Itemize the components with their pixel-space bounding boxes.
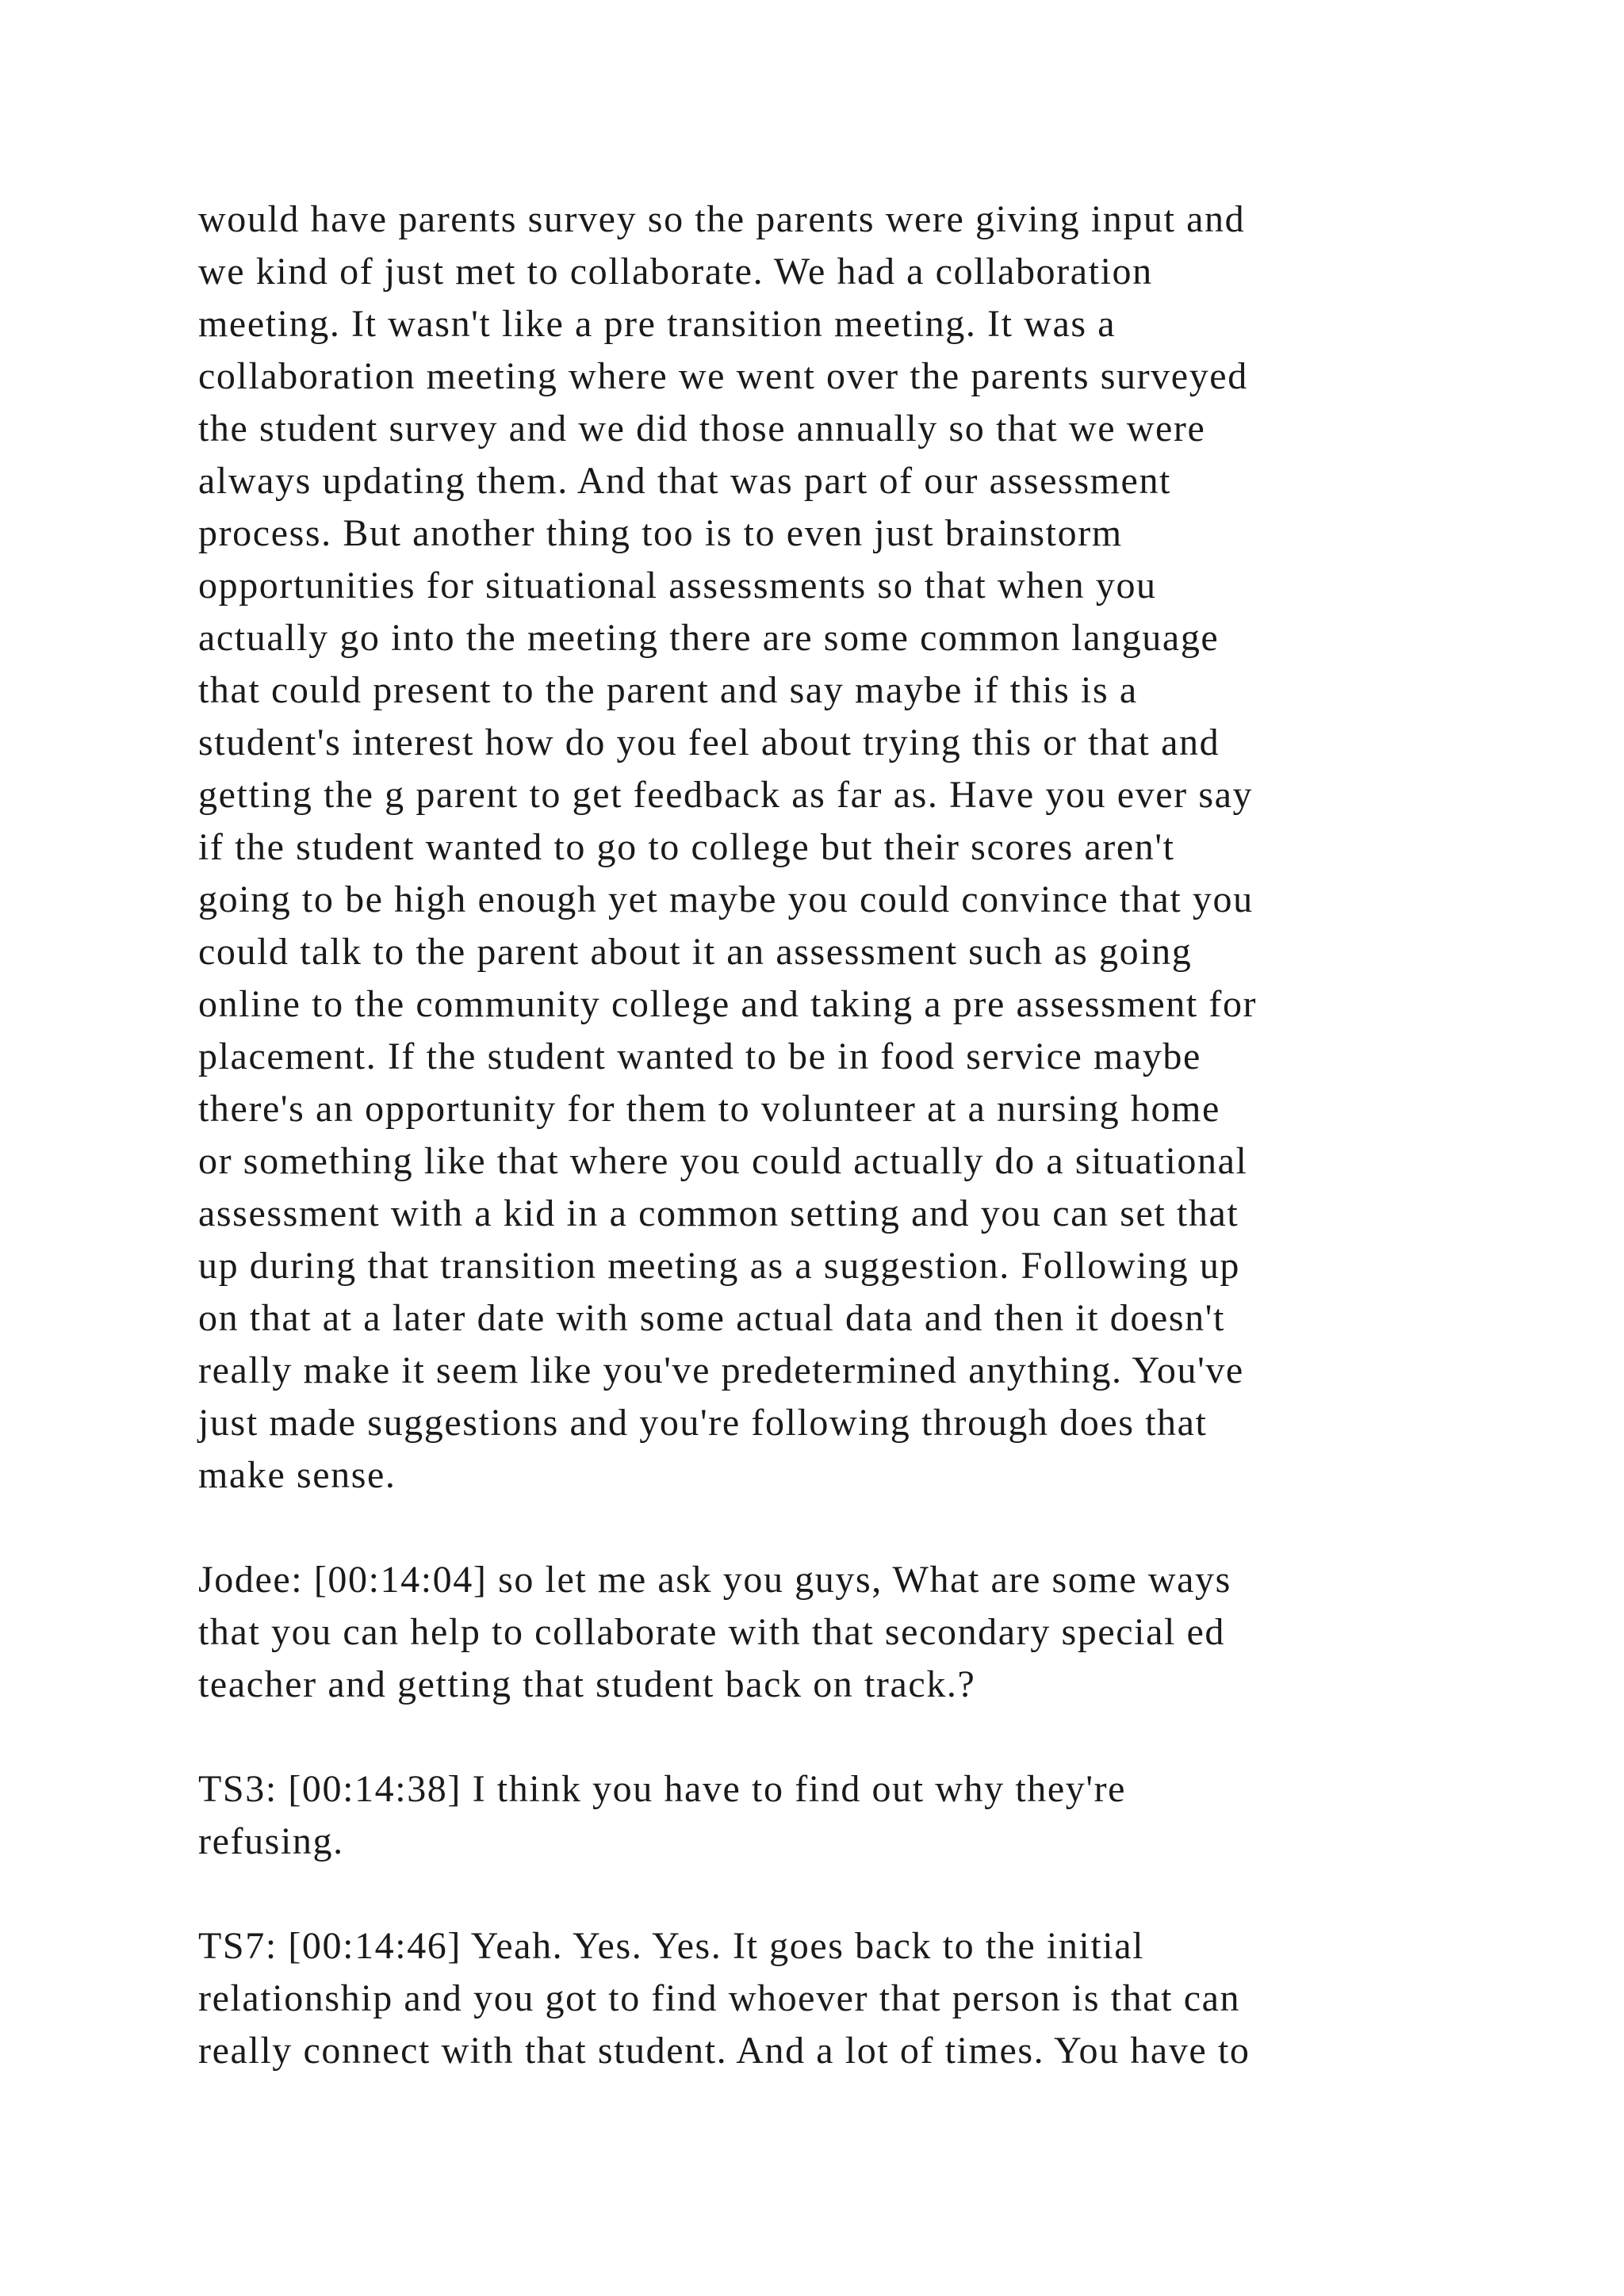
text-line: or something like that where you could actually do a situational — [198, 1140, 1248, 1182]
text-line: could talk to the parent about it an assessment such as going — [198, 931, 1193, 973]
text-line: up during that transition meeting as a suggestion. Following up — [198, 1245, 1241, 1287]
text-line: teacher and getting that student back on track.? — [198, 1663, 976, 1705]
text-line: we kind of just met to collaborate. We had a collaboration — [198, 251, 1153, 293]
text-line: going to be high enough yet maybe you could convince that you — [198, 878, 1254, 920]
transcript-body — [198, 193, 1451, 2130]
text-line: that could present to the parent and say maybe if this is a — [198, 669, 1138, 711]
text-line: there's an opportunity for them to volunteer at a nursing home — [198, 1088, 1220, 1130]
text-line: the student survey and we did those annually so that we were — [198, 408, 1206, 450]
transcript-paragraph — [198, 1763, 1451, 1868]
transcript-paragraph — [198, 1920, 1451, 2077]
text-line: make sense. — [198, 1454, 396, 1496]
text-line: opportunities for situational assessments so that when you — [198, 564, 1157, 607]
text-line: assessment with a kid in a common setting and you can set that — [198, 1192, 1239, 1234]
text-line: just made suggestions and you're following through does that — [198, 1402, 1208, 1444]
text-line: Jodee: [00:14:04] so let me ask you guys, What are some ways — [198, 1559, 1231, 1601]
text-line: student's interest how do you feel about trying this or that and — [198, 721, 1220, 763]
text-line: TS7: [00:14:46] Yeah. Yes. Yes. It goes back to the initial — [198, 1925, 1145, 1967]
text-line: really connect with that student. And a lot of times. You have to — [198, 2030, 1251, 2072]
text-line: TS3: [00:14:38] I think you have to find out why they're — [198, 1768, 1127, 1810]
text-line: online to the community college and taking a pre assessment for — [198, 983, 1258, 1025]
text-line: refusing. — [198, 1820, 344, 1862]
text-line: placement. If the student wanted to be in food service maybe — [198, 1035, 1201, 1077]
text-line: that you can help to collaborate with that secondary special ed — [198, 1611, 1226, 1653]
text-line: really make it seem like you've predetermined anything. You've — [198, 1349, 1244, 1391]
text-line: if the student wanted to go to college but their scores aren't — [198, 826, 1175, 868]
text-line: would have parents survey so the parents were giving input and — [198, 198, 1246, 240]
transcript-paragraph — [198, 193, 1451, 1502]
text-line: collaboration meeting where we went over the parents surveyed — [198, 355, 1248, 397]
text-line: meeting. It wasn't like a pre transition meeting. It was a — [198, 303, 1116, 345]
transcript-paragraph — [198, 1554, 1451, 1711]
text-line: on that at a later date with some actual data and then it doesn't — [198, 1297, 1225, 1339]
text-line: getting the g parent to get feedback as far as. Have you ever say — [198, 774, 1254, 816]
text-line: process. But another thing too is to even just brainstorm — [198, 512, 1123, 554]
text-line: actually go into the meeting there are some common language — [198, 617, 1220, 659]
text-line: relationship and you got to find whoever that person is that can — [198, 1977, 1241, 2019]
text-line: always updating them. And that was part of our assessment — [198, 460, 1171, 502]
